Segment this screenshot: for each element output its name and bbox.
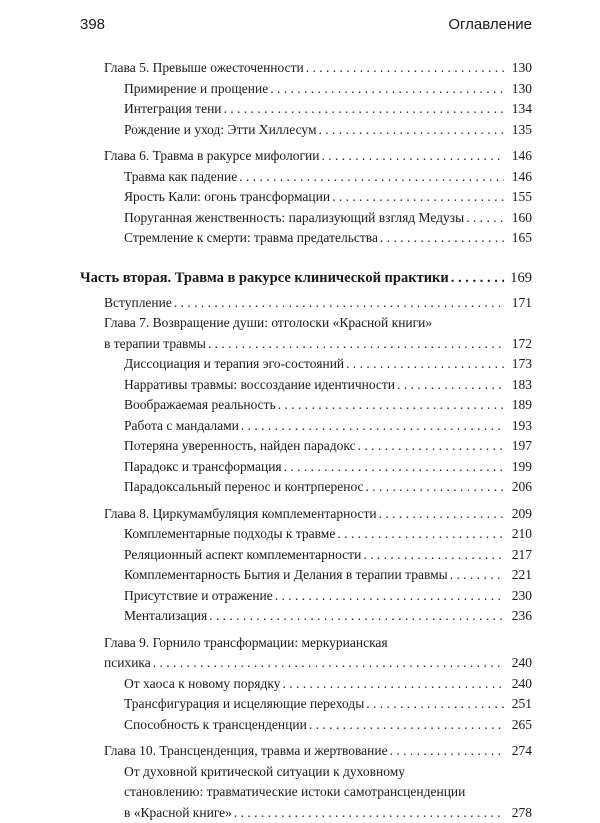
toc-chapter-entry <box>80 146 532 167</box>
toc-section-entry <box>80 715 532 736</box>
toc-entry-title: в терапии травмы <box>104 334 206 355</box>
dot-leader <box>363 545 504 566</box>
dot-leader <box>332 187 504 208</box>
toc-entry-page: 189 <box>508 395 532 416</box>
toc-section-entry <box>80 694 532 715</box>
toc-entry-title: в «Красной книге» <box>124 803 232 823</box>
toc-entry-title-line: От духовной критической ситуации к духовному <box>124 762 532 783</box>
toc-entry-page: 230 <box>508 586 532 607</box>
dot-leader <box>366 694 504 715</box>
toc-section-entry <box>80 416 532 437</box>
dot-leader <box>450 565 504 586</box>
toc-chapter-entry <box>80 633 532 674</box>
dot-leader <box>208 334 504 355</box>
dot-leader <box>234 803 504 823</box>
toc-chapter-entry <box>80 741 532 762</box>
page-header <box>80 16 532 40</box>
toc-entry-title: Глава 10. Трансценденция, травма и жертвование <box>104 741 388 762</box>
toc-entry-page: 217 <box>508 545 532 566</box>
toc-entry-page: 265 <box>508 715 532 736</box>
toc-entry-title: Присутствие и отражение <box>124 586 273 607</box>
dot-leader <box>346 354 504 375</box>
toc-part-entry <box>80 267 532 289</box>
toc-entry-page: 193 <box>508 416 532 437</box>
dot-leader <box>397 375 504 396</box>
toc-entry-title: Способность к трансценденции <box>124 715 307 736</box>
toc-entry-page: 173 <box>508 354 532 375</box>
toc-entry-page: 130 <box>508 79 532 100</box>
toc-entry-page: 199 <box>508 457 532 478</box>
toc-entry-page: 165 <box>508 228 532 249</box>
toc-entry-title: Интеграция тени <box>124 99 222 120</box>
toc-entry-page: 155 <box>508 187 532 208</box>
toc-section-entry <box>80 762 532 823</box>
dot-leader <box>174 293 504 314</box>
toc-section-entry <box>80 99 532 120</box>
toc-entry-page: 134 <box>508 99 532 120</box>
dot-leader <box>358 436 504 457</box>
toc-chapter-entry <box>80 293 532 314</box>
toc-entry-page: 251 <box>508 694 532 715</box>
toc-entry-page: 197 <box>508 436 532 457</box>
toc-entry-title: Парадокс и трансформация <box>124 457 282 478</box>
toc-section-entry <box>80 120 532 141</box>
toc-entry-title: От хаоса к новому порядку <box>124 674 280 695</box>
dot-leader <box>241 416 504 437</box>
toc-entry-page: 209 <box>508 504 532 525</box>
toc-entry-title: Стремление к смерти: травма предательства <box>124 228 378 249</box>
toc-entry-page: 274 <box>508 741 532 762</box>
dot-leader <box>278 395 504 416</box>
toc-entry-title: Реляционный аспект комплементарности <box>124 545 361 566</box>
toc-section-entry <box>80 565 532 586</box>
toc-entry-title: Комплементарные подходы к травме <box>124 524 335 545</box>
toc-section-entry <box>80 395 532 416</box>
dot-leader <box>319 120 504 141</box>
section-title: Оглавление <box>448 16 532 33</box>
toc-section-entry <box>80 79 532 100</box>
toc-entry-page: 130 <box>508 58 532 79</box>
dot-leader <box>239 167 504 188</box>
toc-section-entry <box>80 606 532 627</box>
page-number: 398 <box>80 16 105 33</box>
toc-entry-page: 206 <box>508 477 532 498</box>
toc-entry-title: Рождение и уход: Этти Хиллесум <box>124 120 317 141</box>
toc-chapter-entry <box>80 313 532 354</box>
toc-section-entry <box>80 477 532 498</box>
table-of-contents <box>80 58 532 823</box>
toc-section-entry <box>80 187 532 208</box>
dot-leader <box>366 477 504 498</box>
toc-entry-page: 146 <box>508 146 532 167</box>
toc-section-entry <box>80 228 532 249</box>
toc-entry-title: психика <box>104 653 151 674</box>
toc-entry-title: Ментализация <box>124 606 207 627</box>
toc-entry-title: Глава 8. Циркумамбуляция комплементарности <box>104 504 377 525</box>
toc-section-entry <box>80 674 532 695</box>
toc-entry-page: 172 <box>508 334 532 355</box>
toc-section-entry <box>80 586 532 607</box>
toc-entry-title: Поруганная женственность: парализующий взгляд Медузы <box>124 208 464 229</box>
toc-entry-page: 240 <box>508 653 532 674</box>
dot-leader <box>270 79 504 100</box>
toc-entry-title: Нарративы травмы: воссоздание идентичности <box>124 375 395 396</box>
toc-entry-title: Воображаемая реальность <box>124 395 276 416</box>
toc-entry-page: 135 <box>508 120 532 141</box>
dot-leader <box>282 674 504 695</box>
dot-leader <box>306 58 504 79</box>
dot-leader <box>321 146 504 167</box>
toc-entry-title: Комплементарность Бытия и Делания в терапии травмы <box>124 565 448 586</box>
toc-entry-title: Диссоциация и терапия эго-состояний <box>124 354 344 375</box>
toc-entry-title: Парадоксальный перенос и контрперенос <box>124 477 364 498</box>
toc-entry-title-line: Глава 7. Возвращение души: отголоски «Красной книги» <box>104 313 532 334</box>
dot-leader <box>466 208 504 229</box>
toc-entry-title: Трансфигурация и исцеляющие переходы <box>124 694 364 715</box>
dot-leader <box>224 99 504 120</box>
dot-leader <box>380 228 504 249</box>
dot-leader <box>379 504 504 525</box>
toc-entry-page: 183 <box>508 375 532 396</box>
toc-entry-page: 146 <box>508 167 532 188</box>
toc-entry-title: Вступление <box>104 293 172 314</box>
toc-entry-page: 210 <box>508 524 532 545</box>
toc-section-entry <box>80 354 532 375</box>
toc-entry-title: Глава 6. Травма в ракурсе мифологии <box>104 146 319 167</box>
dot-leader <box>153 653 504 674</box>
toc-entry-page: 171 <box>508 293 532 314</box>
dot-leader <box>209 606 504 627</box>
toc-entry-title: Примирение и прощение <box>124 79 268 100</box>
dot-leader <box>390 741 504 762</box>
toc-chapter-entry <box>80 504 532 525</box>
toc-section-entry <box>80 524 532 545</box>
toc-section-entry <box>80 208 532 229</box>
toc-section-entry <box>80 545 532 566</box>
toc-entry-title-line: Глава 9. Горнило трансформации: меркурианская <box>104 633 532 654</box>
toc-section-entry <box>80 436 532 457</box>
toc-entry-title: Часть вторая. Травма в ракурсе клинической практики <box>80 267 449 289</box>
toc-entry-title: Ярость Кали: огонь трансформации <box>124 187 330 208</box>
toc-entry-title: Травма как падение <box>124 167 237 188</box>
toc-entry-page: 236 <box>508 606 532 627</box>
toc-entry-page: 278 <box>508 803 532 823</box>
toc-entry-page: 160 <box>508 208 532 229</box>
dot-leader <box>309 715 504 736</box>
toc-chapter-entry <box>80 58 532 79</box>
toc-entry-page: 221 <box>508 565 532 586</box>
toc-entry-title: Глава 5. Превыше ожесточенности <box>104 58 304 79</box>
toc-section-entry <box>80 167 532 188</box>
toc-entry-title: Потеряна уверенность, найден парадокс <box>124 436 356 457</box>
toc-section-entry <box>80 457 532 478</box>
toc-entry-page: 240 <box>508 674 532 695</box>
dot-leader <box>284 457 504 478</box>
dot-leader <box>451 267 504 289</box>
toc-entry-title-line: становлению: травматические истоки самотрансценденции <box>124 782 532 803</box>
toc-entry-title: Работа с мандалами <box>124 416 239 437</box>
dot-leader <box>275 586 504 607</box>
toc-section-entry <box>80 375 532 396</box>
dot-leader <box>337 524 504 545</box>
toc-entry-page: 169 <box>508 267 532 289</box>
